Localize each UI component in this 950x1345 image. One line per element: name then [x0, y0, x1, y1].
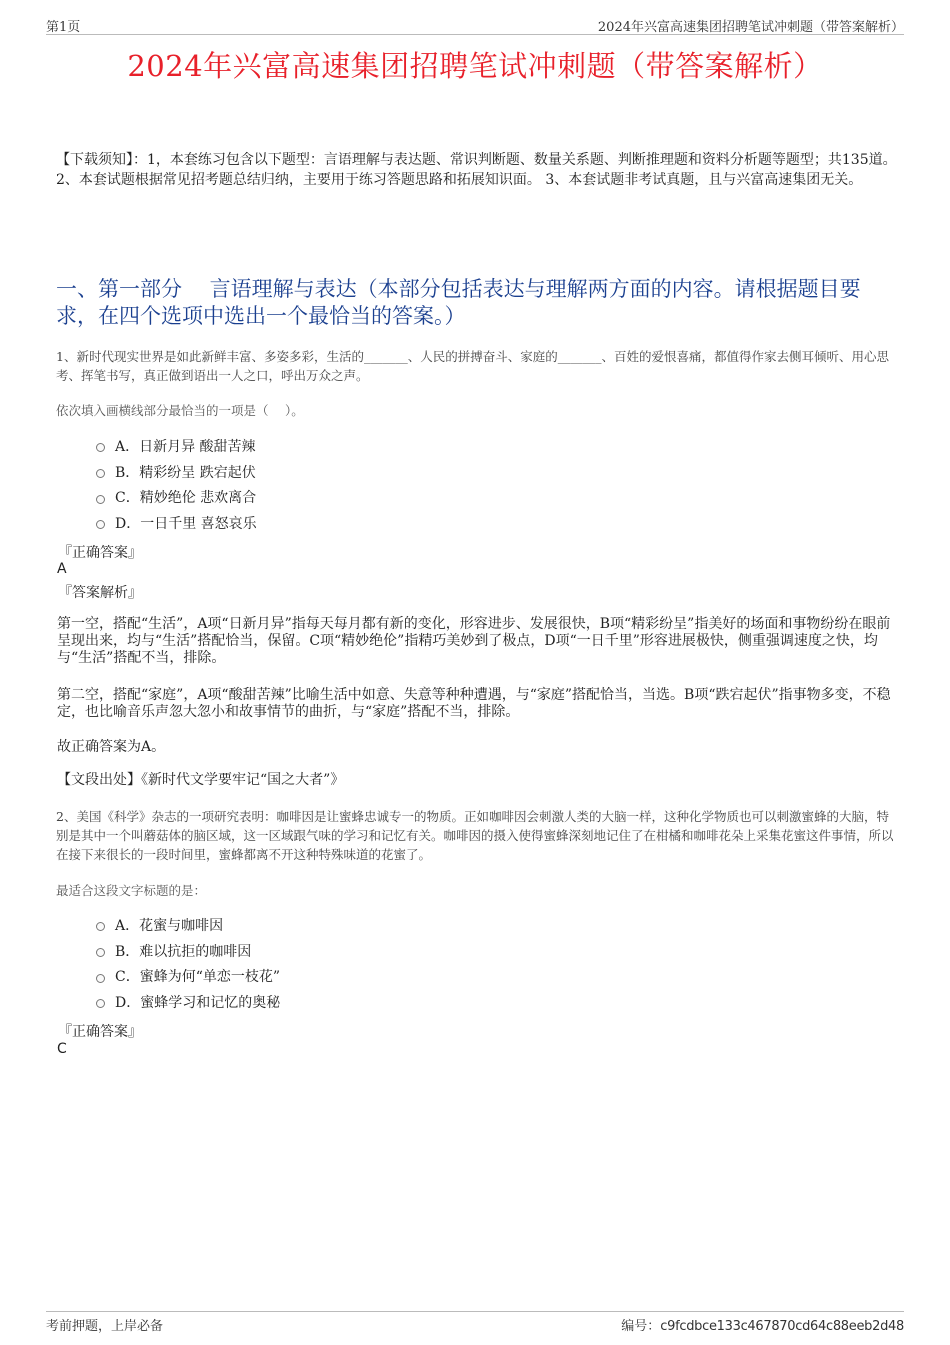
code-label: 编号： [621, 1319, 661, 1334]
option-b[interactable]: B．精彩纷呈 跌宕起伏 [96, 459, 257, 485]
question-2-stem: 2、美国《科学》杂志的一项研究表明：咖啡因是让蜜蜂忠诚专一的物质。正如咖啡因会刺激人类的大脑一样，这种化学物质也可以刺激蜜蜂的大脑，特别是其中一个叫蘑菇体的脑区域，这一区域跟气味的学习和记忆有关。咖啡因的摄入使得蜜蜂深刻地记住了在柑橘和咖啡花朵上采集花蜜这件事情，所以在接下来很长的一段时间里，蜜蜂都离不开这种特殊味道的花蜜了。 [56, 809, 894, 862]
code-value: c9fcdbce133c467870cd64c88eeb2d48 [660, 1319, 904, 1334]
analysis-conclusion: 故正确答案为A。 [57, 739, 166, 755]
document-code [621, 1315, 904, 1334]
radio-icon[interactable] [96, 443, 105, 452]
question-1-options [96, 433, 257, 536]
option-b[interactable]: B．难以抗拒的咖啡因 [96, 938, 280, 964]
footer-slogan: 考前押题，上岸必备 [46, 1319, 164, 1334]
radio-icon[interactable] [96, 974, 105, 983]
option-d[interactable]: D．一日千里 喜怒哀乐 [96, 510, 257, 536]
download-notice: 【下载须知】：1，本套练习包含以下题型：言语理解与表达题、常识判断题、数量关系题、判断推理题和资料分析题等题型；共135道。 2、本套试题根据常见招考题总结归纳，主要用于练习答题思路和拓展知识面。 3、本套试题非考试真题，且与兴富高速集团无关。 [56, 152, 897, 188]
radio-icon[interactable] [96, 520, 105, 529]
analysis-paragraph-1: 第一空，搭配“生活”，A项“日新月异”指每天每月都有新的变化，形容进步、发展很快，B项“精彩纷呈”指美好的场面和事物纷纷在眼前呈现出来，均与“生活”搭配恰当，保留。C项“精妙绝伦”指精巧美妙到了极点，D项“一日千里”形容进展极快，侧重强调速度之快，均与“生活”搭配不当，排除。 [57, 616, 891, 666]
option-a[interactable]: A．日新月异 酸甜苦辣 [96, 433, 257, 459]
radio-icon[interactable] [96, 495, 105, 504]
question-1-prompt: 依次填入画横线部分最恰当的一项是（ ）。 [56, 403, 304, 418]
radio-icon[interactable] [96, 922, 105, 931]
page-footer [46, 1311, 904, 1332]
question-1-stem: 1、新时代现实世界是如此新鲜丰富、多姿多彩，生活的_______、人民的拼搏奋斗、家庭的_______、百姓的爱恨喜痛，都值得作家去侧耳倾听、用心思考、挥笔书写，真正做到语出一人之口，呼出万众之声。 [56, 349, 889, 383]
option-d[interactable]: D．蜜蜂学习和记忆的奥秘 [96, 989, 280, 1015]
radio-icon[interactable] [96, 999, 105, 1008]
radio-icon[interactable] [96, 948, 105, 957]
section-title: 一、第一部分 言语理解与表达（本部分包括表达与理解两方面的内容。请根据题目要求，在四个选项中选出一个最恰当的答案。） [56, 277, 861, 328]
answer-value: A [57, 561, 67, 577]
option-a[interactable]: A．花蜜与咖啡因 [96, 912, 280, 938]
answer-label: 『正确答案』 [58, 545, 142, 561]
analysis-paragraph-2: 第二空，搭配“家庭”，A项“酸甜苦辣”比喻生活中如意、失意等种种遭遇，与“家庭”搭配恰当，当选。B项“跌宕起伏”指事物多变，不稳定，也比喻音乐声忽大忽小和故事情节的曲折，与“家庭”搭配不当，排除。 [57, 687, 891, 720]
header-doc-title: 2024年兴富高速集团招聘笔试冲刺题（带答案解析） [597, 20, 904, 35]
page-number: 第1页 [46, 20, 81, 35]
page-header [46, 14, 904, 35]
option-c[interactable]: C．蜜蜂为何“单恋一枝花” [96, 963, 280, 989]
option-c[interactable]: C．精妙绝伦 悲欢离合 [96, 484, 257, 510]
question-2-options [96, 912, 280, 1015]
analysis-label: 『答案解析』 [58, 585, 142, 601]
radio-icon[interactable] [96, 469, 105, 478]
answer-value: C [57, 1041, 67, 1057]
document-title: 2024年兴富高速集团招聘笔试冲刺题（带答案解析） [127, 49, 823, 83]
answer-label: 『正确答案』 [58, 1024, 142, 1040]
source-note: 【文段出处】《新时代文学要牢记“国之大者”》 [57, 772, 345, 788]
question-2-prompt: 最适合这段文字标题的是： [56, 883, 207, 898]
